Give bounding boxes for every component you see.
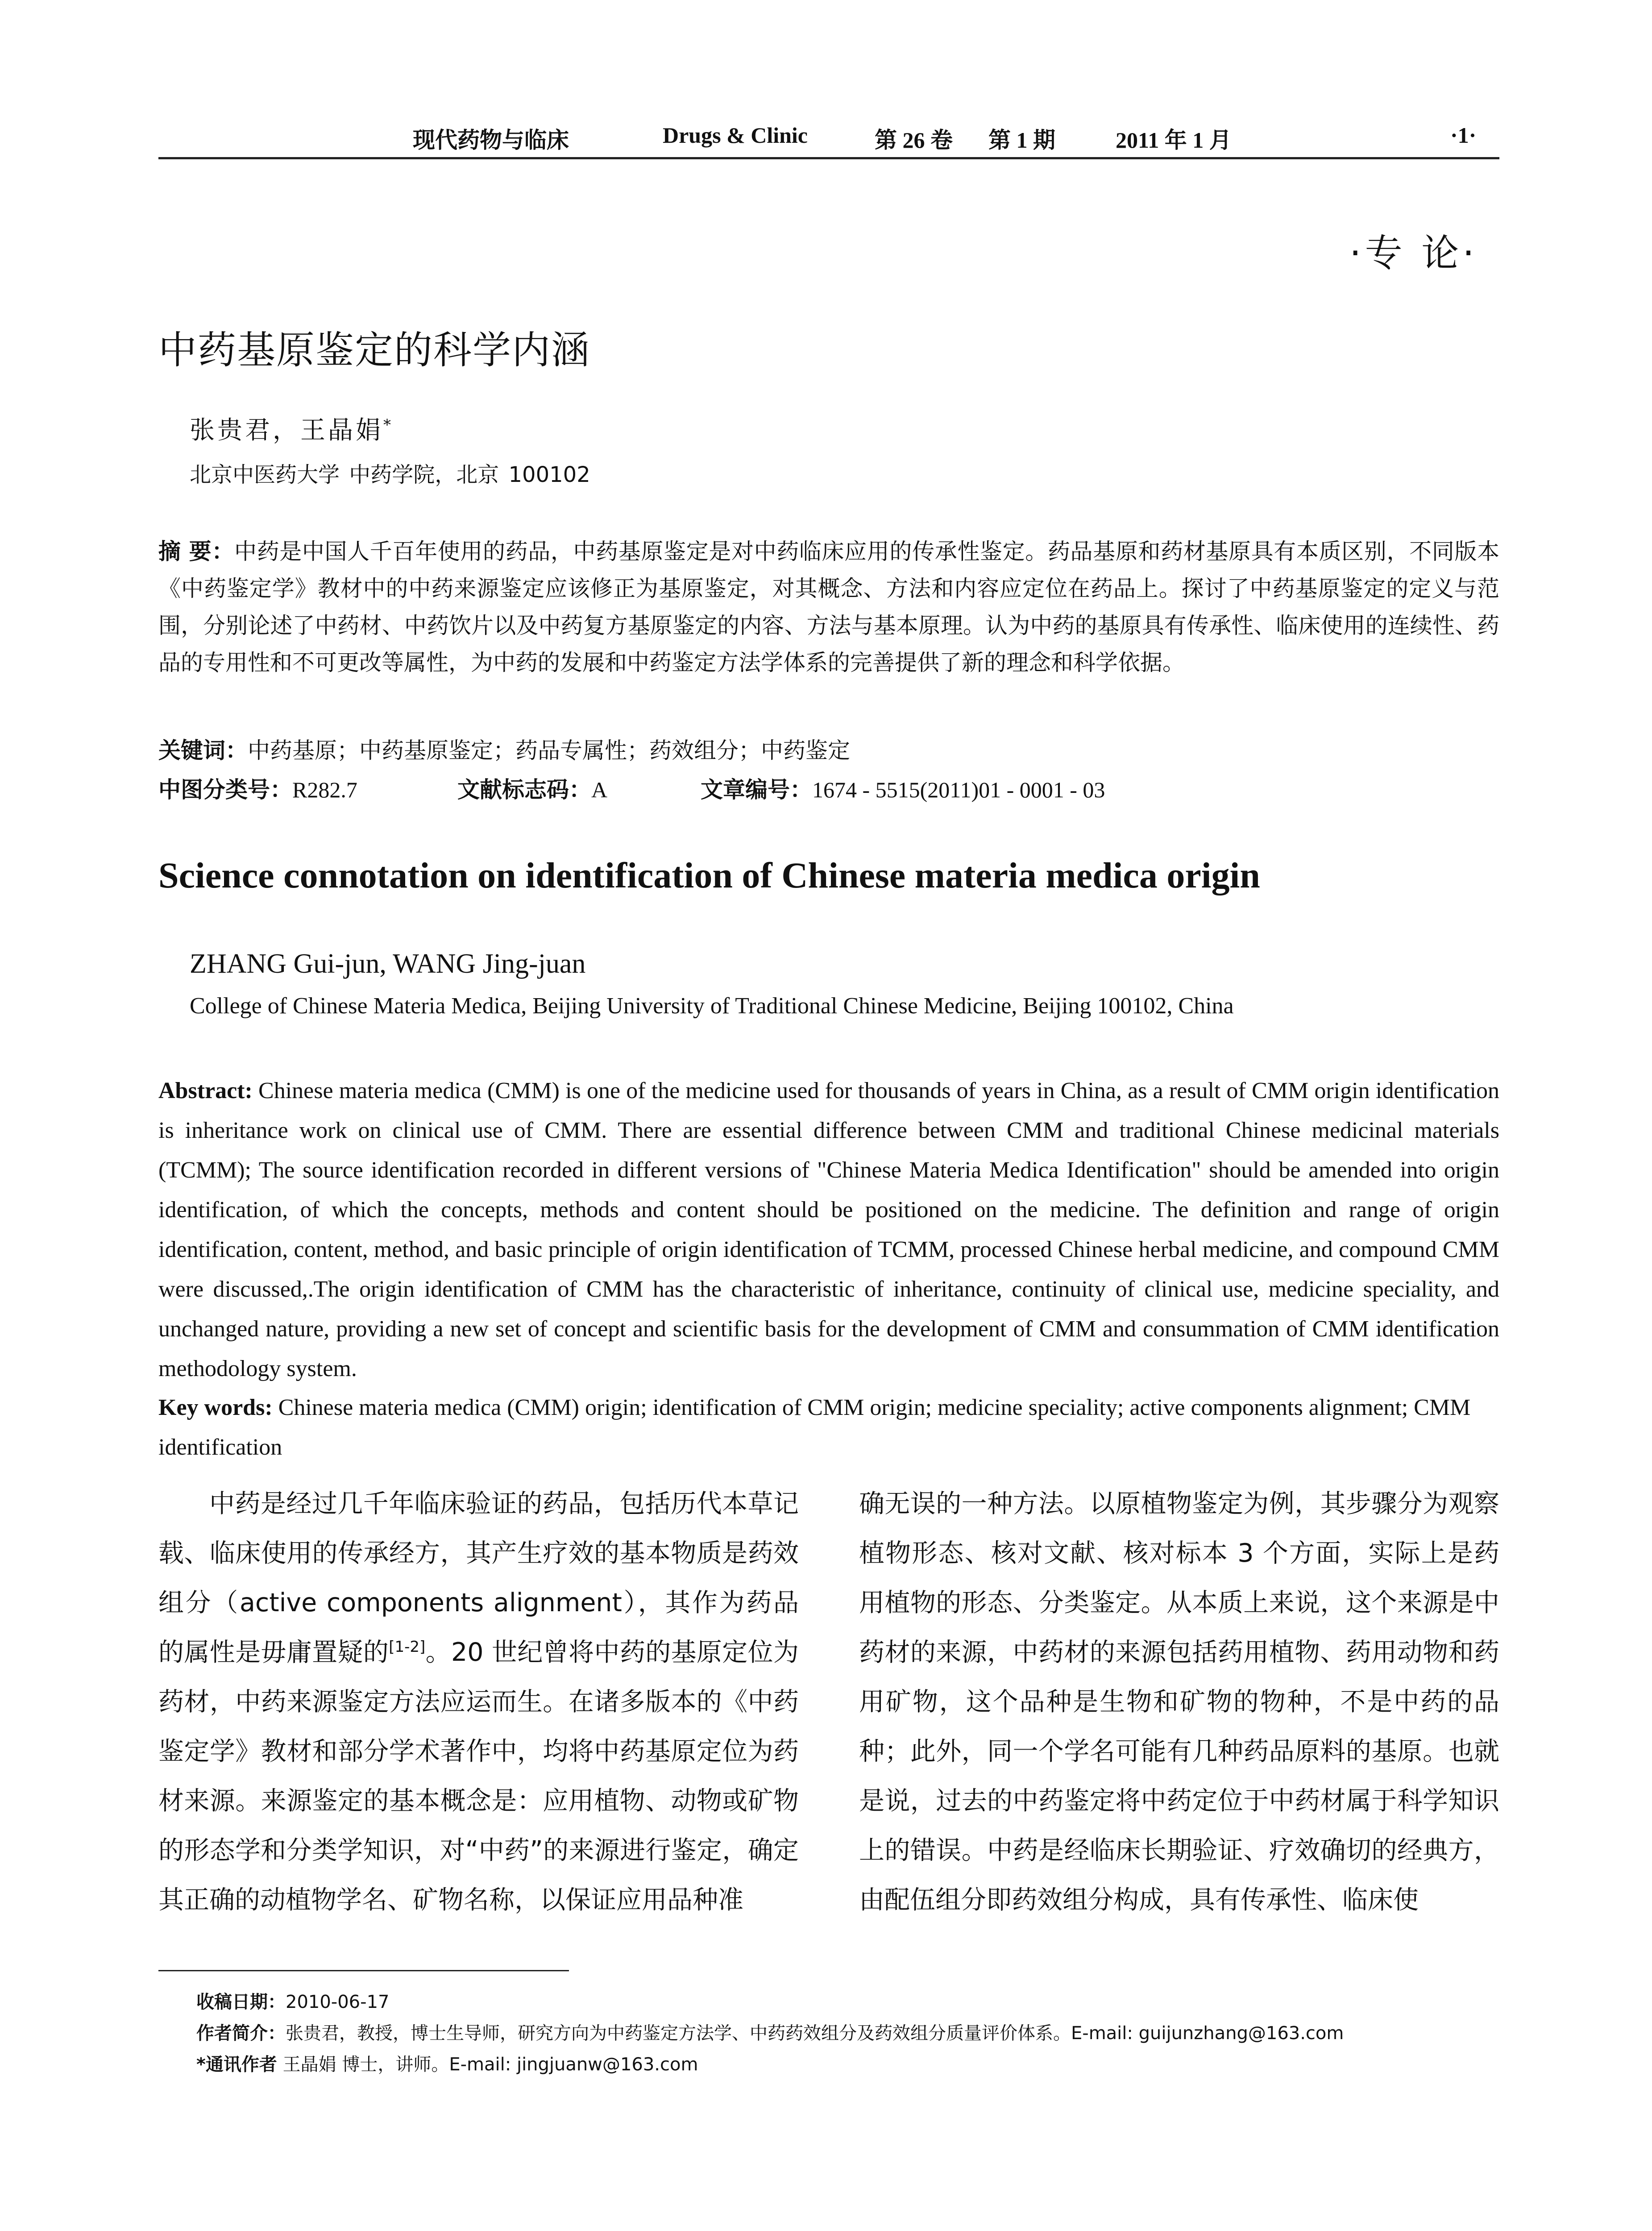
footnote-corresponding: [196, 2050, 698, 2076]
article-title-cn: 中药基原鉴定的科学内涵: [158, 328, 590, 373]
citation-ref: [1-2]: [389, 1638, 426, 1656]
corresponding-label: *通讯作者: [196, 2054, 277, 2075]
received-label: 收稿日期：: [196, 1992, 286, 2012]
abstract-en-text: Chinese materia medica (CMM) is one of the medicine used for thousands of years in China, as a result of CMM origin identification is inheritance work on clinical use of CMM. There are essential difference between CMM and traditional Chinese medicinal materials (TCMM); The source identification recorded in different versions of "Chinese Materia Medica Identification" should be amended into origin identification, of which the concepts, methods and content should be positioned on the medicine. The definition and range of origin identification, content, method, and basic principle of origin identification of TCMM, processed Chinese herbal medicine, and compound CMM were discussed,.The origin identification of CMM has the characteristic of inheritance, continuity of clinical use, medicine speciality, and unchanged nature, providing a new set of concept and scientific basis for the development of CMM and consummation of CMM identification methodology system.: [158, 1078, 1499, 1381]
authors-en: ZHANG Gui-jun, WANG Jing-juan: [190, 949, 586, 979]
author-names-cn: 张贵君，王晶娟: [190, 416, 383, 445]
article-title-en: Science connotation on identification of Chinese materia medica origin: [158, 855, 1260, 896]
article-number-value: 1674 - 5515(2011)01 - 0001 - 03: [812, 777, 1105, 802]
keywords-en-label: Key words:: [158, 1395, 273, 1420]
running-header: [158, 120, 1499, 155]
keywords-cn-text: 中药基原；中药基原鉴定；药品专属性；药效组分；中药鉴定: [248, 738, 850, 763]
footnote-received: [196, 1988, 389, 2013]
abstract-cn-label: 摘 要：: [158, 539, 234, 564]
document-code-label: 文献标志码：: [457, 777, 591, 803]
affiliation-en: College of Chinese Materia Medica, Beijing University of Traditional Chinese Medicine, Beijing 100102, China: [190, 993, 1234, 1019]
authors-cn: [190, 411, 394, 446]
keywords-en-text: Chinese materia medica (CMM) origin; identification of CMM origin; medicine speciality; active components alignment; CMM identification: [158, 1395, 1471, 1460]
footnote-rule: [158, 1970, 569, 1971]
document-code: [457, 772, 607, 804]
author-bio-text: 张贵君，教授，博士生导师，研究方向为中药鉴定方法学、中药药效组分及药效组分质量评价体系。E-mail: guijunzhang@163.com: [286, 2023, 1344, 2044]
body-left-text-a: 中药是经过几千年临床验证的药品，包括历代本草记载、临床使用的传承经方，其产生疗效的基本物质是药效组分（active components alignment），其作为药品的属性是毋庸置疑的: [158, 1489, 799, 1667]
header-rule: [158, 157, 1499, 159]
footnote-author-bio: [196, 2019, 1344, 2044]
keywords-en: [158, 1388, 1499, 1467]
document-code-value: A: [591, 777, 608, 802]
body-column-left: [158, 1479, 799, 1925]
abstract-en: [158, 1071, 1499, 1389]
issue-number: 第 1 期: [988, 128, 1055, 153]
clc-label: 中图分类号：: [158, 777, 292, 803]
corresponding-mark: *: [383, 416, 394, 434]
keywords-cn: [158, 733, 850, 765]
abstract-cn-text: 中药是中国人千百年使用的药品，中药基原鉴定是对中药临床应用的传承性鉴定。药品基原和药材基原具有本质区别，不同版本《中药鉴定学》教材中的中药来源鉴定应该修正为基原鉴定，对其概念、方法和内容应定位在药品上。探讨了中药基原鉴定的定义与范围，分别论述了中药材、中药饮片以及中药复方基原鉴定的内容、方法与基本原理。认为中药的基原具有传承性、临床使用的连续性、药品的专用性和不可更改等属性，为中药的发展和中药鉴定方法学体系的完善提供了新的理念和科学依据。: [158, 539, 1499, 676]
body-column-right: 确无误的一种方法。以原植物鉴定为例，其步骤分为观察植物形态、核对文献、核对标本 3 个方面，实际上是药用植物的形态、分类鉴定。从本质上来说，这个来源是中药材的来源，中药材的来源包括药用植物、药用动物和药用矿物，这个品种是生物和矿物的物种，不是中药的品种；此外，同一个学名可能有几种药品原料的基原。也就是说，过去的中药鉴定将中药定位于中药材属于科学知识上的错误。中药是经临床长期验证、疗效确切的经典方，由配伍组分即药效组分构成，具有传承性、临床使: [859, 1489, 1499, 1915]
volume-number: 第 26 卷: [875, 128, 953, 153]
keywords-cn-label: 关键词：: [158, 738, 248, 763]
journal-name-cn: 现代药物与临床: [413, 128, 569, 153]
publication-date: 2011 年 1 月: [1116, 128, 1232, 153]
classification-row: [158, 772, 1499, 803]
clc-value: R282.7: [292, 777, 357, 802]
article-number-label: 文章编号：: [701, 777, 812, 803]
journal-name-en: Drugs & Clinic: [663, 123, 808, 148]
abstract-cn: [158, 533, 1499, 681]
column-label: ·专 论·: [1349, 231, 1478, 275]
abstract-en-label: Abstract:: [158, 1078, 253, 1103]
body-left-text-b: 。20 世纪曾将中药的基原定位为药材，中药来源鉴定方法应运而生。在诸多版本的《中药鉴定学》教材和部分学术著作中，均将中药基原定位为药材来源。来源鉴定的基本概念是：应用植物、动物或矿物的形态学和分类学知识，对“中药”的来源进行鉴定，确定其正确的动植物学名、矿物名称，以保证应用品种准: [158, 1638, 799, 1915]
corresponding-text: 王晶娟 博士，讲师。E-mail: jingjuanw@163.com: [277, 2054, 698, 2075]
article-number: [701, 772, 1105, 804]
page-number: ·1·: [1450, 123, 1477, 148]
clc-number: [158, 772, 357, 804]
affiliation-cn: 北京中医药大学 中药学院，北京 100102: [190, 462, 590, 487]
author-bio-label: 作者简介：: [196, 2023, 286, 2044]
received-date: 2010-06-17: [286, 1992, 390, 2012]
